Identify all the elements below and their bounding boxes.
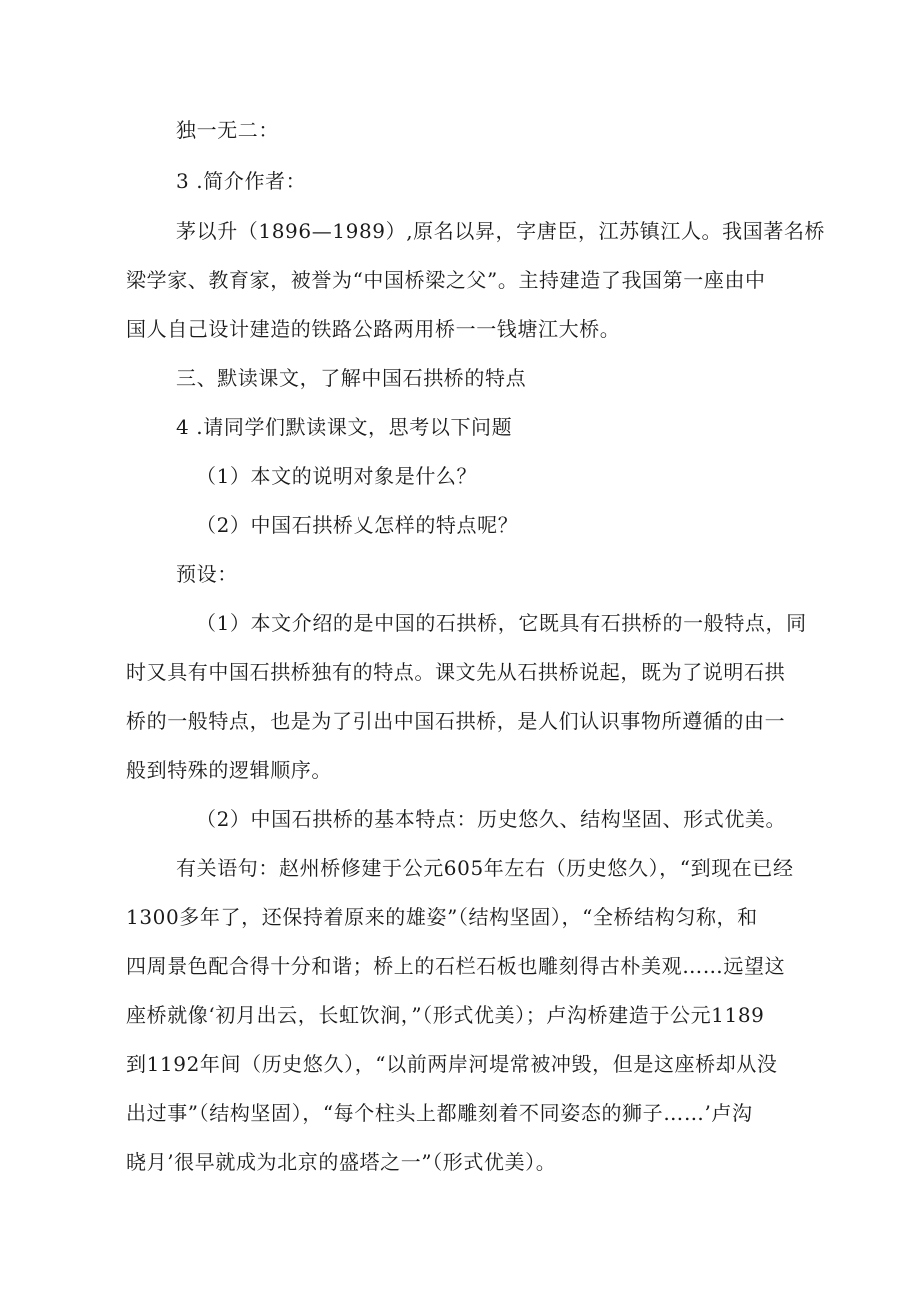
section-heading: 4 .请同学们默读课文，思考以下问题 xyxy=(176,415,513,439)
paragraph-line: 茅以升（1896—1989）,原名以昇，字唐臣，江苏镇江人。我国著名桥 xyxy=(176,219,826,243)
label-text: 预设： xyxy=(176,562,238,586)
paragraph-line: 出过事”（结构坚固），“每个柱头上都雕刻着不同姿态的狮子……’卢沟 xyxy=(126,1101,753,1125)
paragraph-line: 桥的一般特点，也是为了引出中国石拱桥，是人们认识事物所遵循的由一 xyxy=(126,709,786,733)
paragraph-line: 四周景色配合得十分和谐；桥上的石栏石板也雕刻得古朴美观……远望这 xyxy=(126,954,786,978)
paragraph-line: 座桥就像‘初月出云，长虹饮涧，”（形式优美）；卢沟桥建造于公元1189 xyxy=(126,1003,765,1027)
section-heading: 3 .简介作者： xyxy=(176,169,307,193)
question-item: （1）本文的说明对象是什么？ xyxy=(196,464,478,488)
paragraph-line: 时又具有中国石拱桥独有的特点。课文先从石拱桥说起，既为了说明石拱 xyxy=(126,660,786,684)
paragraph-line: （1）本文介绍的是中国的石拱桥，它既具有石拱桥的一般特点，同 xyxy=(196,611,807,635)
paragraph-line: 梁学家、教育家，被誉为“中国桥梁之父”。主持建造了我国第一座由中 xyxy=(126,268,766,292)
paragraph-line: 般到特殊的逻辑顺序。 xyxy=(126,758,332,782)
paragraph-line: 1300多年了，还保持着原来的雄姿”（结构坚固），“全桥结构匀称，和 xyxy=(126,905,758,929)
paragraph-line: 国人自己设计建造的铁路公路两用桥一一钱塘江大桥。 xyxy=(126,317,621,341)
text-line: 独一无二： xyxy=(176,118,279,142)
paragraph-line: 到1192年间（历史悠久），“以前两岸河堤常被冲毁，但是这座桥却从没 xyxy=(126,1052,778,1076)
paragraph-line: 有关语句：赵州桥修建于公元605年左右（历史悠久），“到现在已经 xyxy=(176,856,794,880)
paragraph-line: 晓月’很早就成为北京的盛塔之一”（形式优美）。 xyxy=(126,1150,557,1174)
section-heading: 三、默读课文，了解中国石拱桥的特点 xyxy=(176,366,527,390)
paragraph-line: （2）中国石拱桥的基本特点：历史悠久、结构坚固、形式优美。 xyxy=(196,807,787,831)
question-item: （2）中国石拱桥乂怎样的特点呢？ xyxy=(196,513,519,537)
